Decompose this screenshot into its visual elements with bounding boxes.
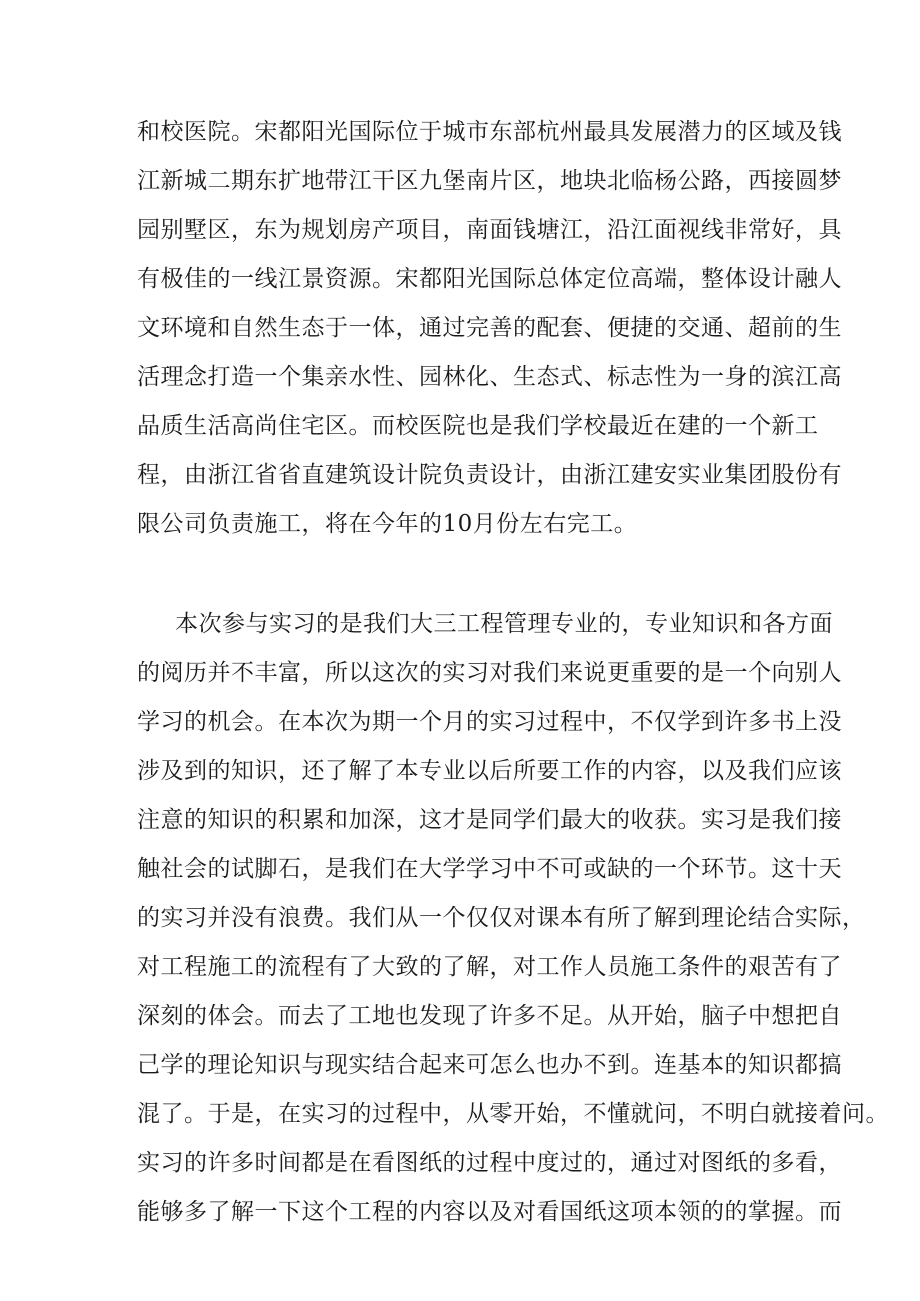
text-line: 园别墅区，东为规划房产项目，南面钱塘江，沿江面视线非常好，具 bbox=[137, 217, 842, 243]
text-line: 活理念打造一个集亲水性、园林化、生态式、标志性为一身的滨江高 bbox=[137, 364, 842, 390]
text-line: 对工程施工的流程有了大致的了解，对工作人员施工条件的艰苦有了 bbox=[137, 954, 842, 980]
text-line: 文环境和自然生态于一体，通过完善的配套、便捷的交通、超前的生 bbox=[137, 315, 842, 341]
text-line: 有极佳的一线江景资源。宋都阳光国际总体定位高端，整体设计融人 bbox=[137, 266, 842, 292]
text-line: 己学的理论知识与现实结合起来可怎么也办不到。连基本的知识都搞 bbox=[137, 1052, 842, 1078]
text-line: 的实习并没有浪费。我们从一个仅仅对课本有所了解到理论结合实际， bbox=[137, 905, 866, 931]
text-line: 实习的许多时间都是在看图纸的过程中度过的，通过对图纸的多看， bbox=[137, 1150, 842, 1176]
text-line: 品质生活高尚住宅区。而校医院也是我们学校最近在建的一个新工 bbox=[137, 413, 819, 439]
text-line: 本次参与实习的是我们大三工程管理专业的，专业知识和各方面 bbox=[175, 611, 833, 637]
text-line: 涉及到的知识，还了解了本专业以后所要工作的内容，以及我们应该 bbox=[137, 758, 842, 784]
text-line: 触社会的试脚石，是我们在大学学习中不可或缺的一个环节。这十天 bbox=[137, 856, 842, 882]
text-line: 深刻的体会。而去了工地也发现了许多不足。从开始，脑子中想把自 bbox=[137, 1003, 842, 1029]
text-line: 混了。于是，在实习的过程中，从零开始，不懂就问，不明白就接着问。 bbox=[137, 1101, 889, 1127]
text-line: 学习的机会。在本次为期一个月的实习过程中，不仅学到许多书上没 bbox=[137, 709, 842, 735]
text-line: 能够多了解一下这个工程的内容以及对看国纸这项本领的的掌握。而 bbox=[137, 1199, 842, 1225]
paragraph-2 bbox=[137, 600, 889, 1237]
text-line: 程，由浙江省省直建筑设计院负责设计，由浙江建安实业集团股份有 bbox=[137, 462, 842, 488]
text-line: 江新城二期东扩地带江干区九堡南片区，地块北临杨公路，西接圆梦 bbox=[137, 168, 842, 194]
paragraph-1 bbox=[137, 108, 842, 549]
text-line: 注意的知识的积累和加深，这才是同学们最大的收获。实习是我们接 bbox=[137, 807, 842, 833]
text-line: 限公司负责施工，将在今年的10月份左右完工。 bbox=[137, 511, 638, 537]
text-line: 和校医院。宋都阳光国际位于城市东部杭州最具发展潜力的区域及钱 bbox=[137, 119, 842, 145]
text-line: 的阅历并不丰富，所以这次的实习对我们来说更重要的是一个向别人 bbox=[137, 660, 842, 686]
